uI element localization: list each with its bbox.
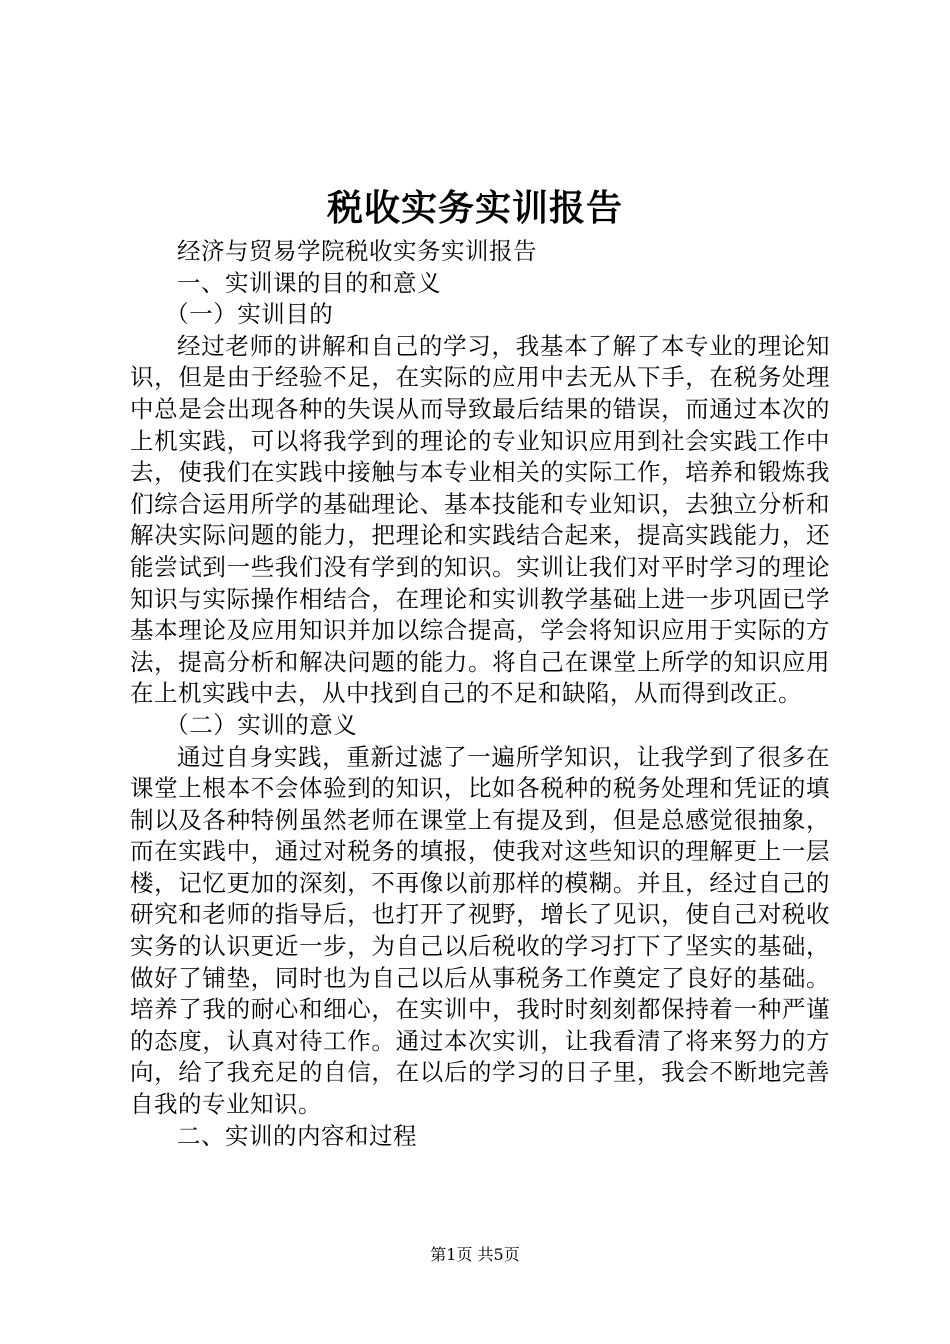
document-body (130, 236, 830, 1152)
paragraph-subtitle: 经济与贸易学院税收实务实训报告 (177, 237, 537, 265)
document-title: 税收实务实训报告 (326, 187, 623, 229)
page-number-footer: 第1页 共5页 (430, 1245, 520, 1264)
paragraph-purpose: 经过老师的讲解和自己的学习，我基本了解了本专业的理论知识，但是由于经验不足，在实际的应用中去无从下手，在税务处理中总是会出现各种的失误从而导致最后结果的错误，而通过本次的上机实践，可以将我学到的理论的专业知识应用到社会实践工作中去，使我们在实践中接触与本专业相关的实际工作，培养和锻炼我们综合运用所学的基础理论、基本技能和专业知识，去独立分析和解决实际问题的能力，把理论和实践结合起来，提高实践能力，还能尝试到一些我们没有学到的知识。实训让我们对平时学习的理论知识与实际操作相结合，在理论和实训教学基础上进一步巩固已学基本理论及应用知识并加以综合提高，学会将知识应用于实际的方法，提高分析和解决问题的能力。将自己在课堂上所学的知识应用在上机实践中去，从中找到自己的不足和缺陷，从而得到改正。 (130, 331, 830, 708)
heading-subsection-2: （二）实训的意义 (165, 710, 358, 739)
heading-section-1: 一、实训课的目的和意义 (177, 268, 441, 297)
heading-section-2: 二、实训的内容和过程 (177, 1121, 417, 1150)
paragraph-significance: 通过自身实践，重新过滤了一遍所学知识，让我学到了很多在课堂上根本不会体验到的知识，比如各税种的税务处理和凭证的填制以及各种特例虽然老师在课堂上有提及到，但是总感觉很抽象，而在实践中，通过对税务的填报，使我对这些知识的理解更上一层楼，记忆更加的深刻，不再像以前那样的模糊。并且，经过自己的研究和老师的指导后，也打开了视野，增长了见识，使自己对税收实务的认识更近一步，为自己以后税收的学习打下了坚实的基础，做好了铺垫，同时也为自己以后从事税务工作奠定了良好的基础。培养了我的耐心和细心，在实训中，我时时刻刻都保持着一种严谨的态度，认真对待工作。通过本次实训，让我看清了将来努力的方向，给了我充足的自信，在以后的学习的日子里，我会不断地完善自我的专业知识。 (130, 742, 830, 1119)
heading-subsection-1: （一）实训目的 (165, 300, 334, 329)
